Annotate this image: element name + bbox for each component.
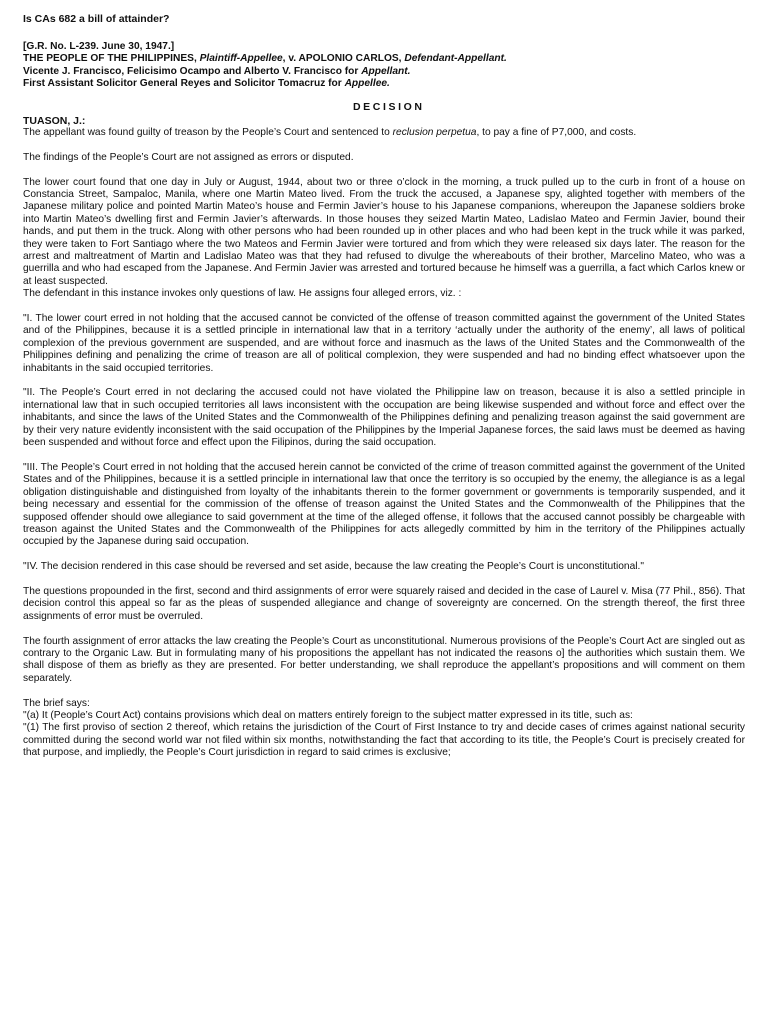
paragraph: The lower court found that one day in July or August, 1944, about two or three o’clock in the morning, a truck pulled up to the curb in front of a house on Constancia Street, Sampaloc, Manila, where one Martin Mateo lived. From the truck the accused, a Japanese spy, alighted together with members of the Japanese military police and pointed Martin Mateo’s house and Fermin Javier’s house to his Japanese companions, whereupon the Japanese soldiers broke into Martin Mateo’s dwelling first and Fermin Javier’s afterwards. In those houses they seized Martin Mateo, Ladislao Mateo and Fermin Javier, bound their hands, and put them in the truck. Along with other persons who had been rounded up in other places and who had been kept in the truck while it was parked, they were taken to Fort Santiago where the two Mateos and Fermin Javier were tortured and from which they were released six days later. The reason for the arrest and maltreatment of Martin and Ladislao Mateo was that they had refused to divulge the whereabouts of their brother, Marcelino Mateo, who was a guerrilla and who had escaped from the Japanese. And Fermin Javier was arrested and tortured because he himself was a guerrilla, a fact which Carlos knew or at least suspected.: [23, 176, 745, 287]
counsel-appellant: Vicente J. Francisco, Felicisimo Ocampo and Alberto V. Francisco for Appellant.: [23, 65, 411, 77]
case-parties: THE PEOPLE OF THE PHILIPPINES, Plaintiff-Appellee, v. APOLONIO CARLOS, Defendant-Appellant.: [23, 53, 507, 65]
judge-name: TUASON, J.:: [23, 115, 86, 127]
error-assignment-3: "III. The People’s Court erred in not holding that the accused herein cannot be convicted of the crime of treason committed against the government of the United States and of the Philippines, because it is a settled principle in international law that once the territory is so occupied by the enemy, the allegiance is as a legal obligation distinguishable and distinguished from loyalty of the inhabitants therein to the former government or governments is temporarily suspended, and it being necessary and essential for the commission of the offense of treason against the United States and the Commonwealth of the Philippines that the supposed offender should owe allegiance to said government at the time of the alleged offense, it follows that the accused cannot possibly be chargeable with treason against the United States and the Commonwealth of the Philippines for acts allegedly committed by him in the territory of the Philippines actually occupied by the Japanese during said occupation.: [23, 461, 745, 548]
paragraph: The defendant in this instance invokes only questions of law. He assigns four alleged errors, viz. :: [23, 288, 462, 300]
error-assignment-2: "II. The People’s Court erred in not declaring the accused could not have violated the Philippine law on treason, because it is also a settled principle in international law that in such occupied territories all laws inconsistent with the occupation are being likewise suspended and without force and effect over the inhabitants, and since the laws of the United States and the Commonwealth of the Philippines defining and penalizing treason against the said government are by their very nature evidently inconsistent with the said occupation of the Philippines by the Imperial Japanese forces, the said laws must be deemed as having been suspended and without force and effect upon the Filipinos, during the said occupation.: [23, 387, 745, 449]
paragraph: The findings of the People’s Court are not assigned as errors or disputed.: [23, 151, 354, 163]
paragraph: The fourth assignment of error attacks the law creating the People’s Court as unconstitutional. Numerous provisions of the People’s Court Act are singled out as contrary to the Organic Law. But in formulating many of his propositions the appellant has not indicated the reasons o] the authorities which sustain them. We shall dispose of them as briefly as they are presented. For better understanding, we shall reproduce the appellant’s propositions and will comment on them separately.: [23, 635, 745, 684]
paragraph: The brief says:: [23, 697, 90, 709]
paragraph: The questions propounded in the first, second and third assignments of error were squarely raised and decided in the case of Laurel v. Misa (77 Phil., 856). That decision control this appeal so far as the pleas of suspended allegiance and change of sovereignty are concerned. On the strength thereof, the first three assignments of error must be overruled.: [23, 585, 745, 622]
error-assignment-4: "IV. The decision rendered in this case should be reversed and set aside, because the law creating the People’s Court is unconstitutional.": [23, 561, 644, 573]
decision-heading: DECISION: [353, 101, 425, 113]
case-header: [23, 41, 507, 90]
error-assignment-1: "I. The lower court erred in not holding that the accused cannot be convicted of the offense of treason committed against the government of the United States and of the Philippines, because it is a settled principle in international law that in a territory ‘actually under the authority of the enemy’, all laws of political complexion of the previous government are suspended, and are without force and inasmuch as the laws of the United States and the Commonwealth of the Philippines defining and penalizing the crime of treason are all of political complexion, they were suspended and had no binding effect whatsoever upon the inhabitants in the said occupied territories.: [23, 313, 745, 374]
question-heading: Is CAs 682 a bill of attainder?: [23, 13, 170, 25]
paragraph: The appellant was found guilty of treason by the People’s Court and sentenced to reclusion perpetua, to pay a fine of P7,000, and costs.: [23, 127, 637, 138]
counsel-appellee: First Assistant Solicitor General Reyes and Solicitor Tomacruz for Appellee.: [23, 77, 390, 89]
case-number: [G.R. No. L-239. June 30, 1947.]: [23, 41, 175, 52]
paragraph: "(a) It (People’s Court Act) contains provisions which deal on matters entirely foreign to the subject matter expressed in its title, such as:: [23, 709, 633, 721]
paragraph: "(1) The first proviso of section 2 thereof, which retains the jurisdiction of the Court of First Instance to try and decide cases of crimes against national security committed during the second world war not filed within six months, notwithstanding the fact that according to its title, the People’s Court is precisely created for that purpose, and impliedly, the People’s Court jurisdiction in regard to said crimes is exclusive;: [23, 722, 745, 759]
decision-body: [23, 127, 745, 760]
